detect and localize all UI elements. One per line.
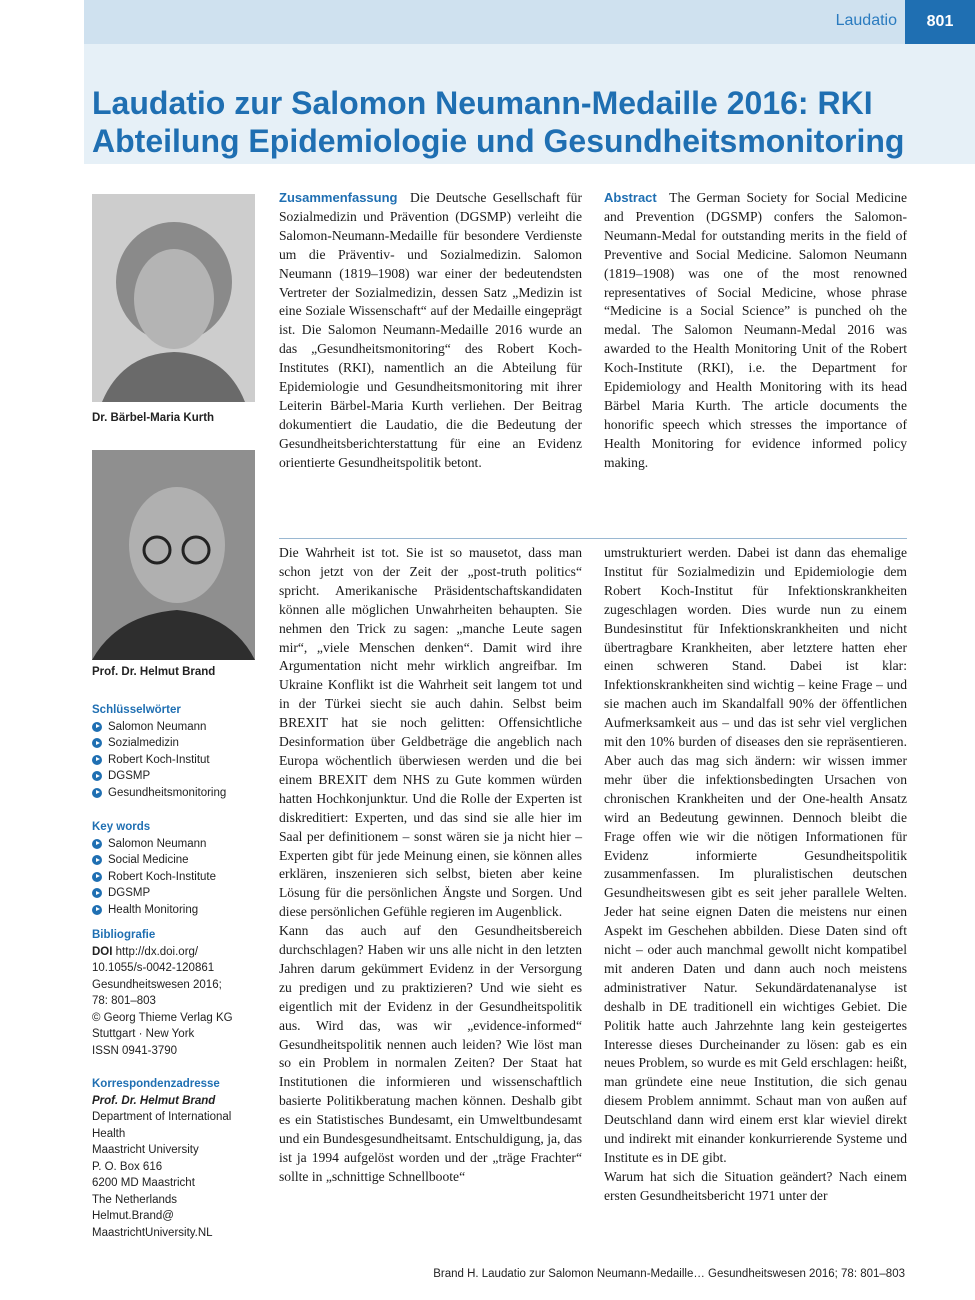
- address-line: Department of International: [92, 1111, 232, 1123]
- biblio-line: 78: 801–803: [92, 995, 156, 1007]
- photo-caption: Dr. Bärbel-Maria Kurth: [92, 412, 215, 424]
- keywords-de: [92, 702, 267, 801]
- keywords-en: [92, 819, 267, 918]
- portrait-photo-kurth: [92, 194, 255, 402]
- doi-link[interactable]: http://dx.doi.org/: [115, 945, 199, 958]
- email-link[interactable]: MaastrichtUniversity.NL: [92, 1226, 213, 1239]
- article-title: [92, 84, 952, 160]
- address-line: P. O. Box 616: [92, 1160, 163, 1173]
- keyword-item: DGSMP: [92, 768, 267, 785]
- keyword-item: Health Monitoring: [92, 902, 267, 919]
- doi-label: DOI: [92, 945, 113, 958]
- bullet-arrow-icon: [92, 888, 102, 898]
- body-column-2: [604, 544, 907, 1206]
- bullet-arrow-icon: [92, 722, 102, 732]
- bullet-arrow-icon: [92, 872, 102, 882]
- keyword-item: Robert Koch-Institut: [92, 752, 267, 769]
- biblio-line: © Georg Thieme Verlag KG: [92, 1011, 233, 1024]
- abstract-english: [604, 189, 907, 473]
- abstract-en-text: The German Society for Social Medicine and Prevention (DGSMP) confers the Salomon-Neumann-Medal for outstanding merits in the field of Preventive and Social Medicine. Salomon Neumann (1819–1908) was one of the most renowned representatives of Social Medicine, whose phrase “Medicine is a Social Science” is punched oh the medal. The Salomon Neumann-Medal 2016 was awarded to the Health Monitoring Unit of the Robert Koch-Institute (RKI), i.e. the Department for Epidemiology and Health Monitoring with its head Bärbel Maria Kurth. The article documents the honorific speech which stresses the importance of Health Monitoring for evidence informed policy making.: [604, 190, 907, 470]
- address-line: Health: [92, 1127, 126, 1140]
- abstract-de-text: Die Deutsche Gesellschaft für Sozialmedizin und Prävention (DGSMP) verleiht die Salomon-Neumann-Medaille für besondere Verdienste um die Präventiv- und Sozialmedizin. Salomon Neumann (1819–1908) war einer der bedeutendsten Vertreter der Sozialmedizin, dessen Satz „Medizin ist eine Soziale Wissenschaft“ auf der Medaille eingeprägt ist. Die Salomon Neumann-Medaille 2016 wurde an das „Gesundheitsmonitoring“ des Robert Koch-Institutes (RKI), namentlich an die Abteilung für Epidemiologie und Gesundheitsmonitoring mit ihrer Leiterin Bärbel-Maria Kurth verliehen. Der Beitrag dokumentiert die Laudatio, die die Bedeutung der Gesundheitsberichterstattung für eine an Evidenz orientierte Gesundheitspolitik betont.: [279, 190, 583, 470]
- abstract-de-heading: Zusammenfassung: [279, 190, 398, 205]
- section-label: Laudatio: [835, 12, 897, 29]
- keyword-item: Salomon Neumann: [92, 719, 267, 736]
- portrait-photo-brand: [92, 450, 255, 660]
- body-paragraph: Die Wahrheit ist tot. Sie ist so mausetot, dass man schon jetzt von der Zeit der „post-truth politics“ spricht. Amerikanische Präsidentschaftskandidaten können alle möglichen Unwahrheiten behaupten. Sie nehmen den Trick zu sagen: „manche Leute sagen mir“, „viele Menschen denken“. Damit wird ihre Argumentation nicht mehr wirklich angreifbar. Im Ukraine Konflikt ist die Wahrheit seit langem tot und in der Türkei siecht sie auch dahin. Selbst beim BREXIT hat sie noch gelitten: Offensichtliche Desinformation über Geldbeträge die angeblich nach Europa wöchentlich überwiesen werden und die bei einem BREXIT dem NHS zu Gute kommen würden hatten Hochkonjunktur. Und die Rolle der Experten ist diskreditiert: Experten, und das sind sie alle hier im Saal per definitionem – sonst wären sie ja nicht hier – Experten gibt für jede Meinung einen, sie können alles erklären, inszenieren sich selbst, bieten aber keine Lösung für die persönlichen Ängste und Sorgen. Und diese persönlichen Gefühle regieren im Augenblick.: [279, 545, 582, 920]
- bullet-arrow-icon: [92, 738, 102, 748]
- bullet-arrow-icon: [92, 755, 102, 765]
- photo-caption: Prof. Dr. Helmut Brand: [92, 666, 216, 678]
- keyword-item: Robert Koch-Institute: [92, 869, 267, 886]
- bibliography: [92, 927, 267, 1059]
- biblio-line: 10.1055/s-0042-120861: [92, 962, 215, 974]
- body-column-1: [279, 544, 582, 1187]
- bullet-arrow-icon: [92, 905, 102, 915]
- biblio-line: Gesundheitswesen 2016;: [92, 978, 222, 991]
- keyword-item: DGSMP: [92, 885, 267, 902]
- bullet-arrow-icon: [92, 855, 102, 865]
- keyword-item: Gesundheitsmonitoring: [92, 785, 267, 802]
- correspondence-heading: Korrespondenzadresse: [92, 1078, 220, 1090]
- bullet-arrow-icon: [92, 788, 102, 798]
- keyword-item: Social Medicine: [92, 852, 267, 869]
- bullet-arrow-icon: [92, 839, 102, 849]
- bibliography-heading: Bibliografie: [92, 929, 156, 941]
- correspondence-name: Prof. Dr. Helmut Brand: [92, 1094, 216, 1107]
- biblio-line: ISSN 0941-3790: [92, 1044, 178, 1057]
- abstract-en-heading: Abstract: [604, 190, 657, 205]
- title-line-2: Abteilung Epidemiologie und Gesundheitsmonitoring: [92, 123, 905, 159]
- keywords-en-heading: Key words: [92, 821, 151, 833]
- bullet-arrow-icon: [92, 771, 102, 781]
- page-footer: Brand H. Laudatio zur Salomon Neumann-Medaille… Gesundheitswesen 2016; 78: 801–803: [433, 1268, 905, 1280]
- biblio-line: Stuttgart · New York: [92, 1028, 195, 1040]
- body-paragraph: umstrukturiert werden. Dabei ist dann das ehemalige Institut für Sozialmedizin und Epidemiologie dem Robert Koch-Institut für Infektionskrankheiten zugeschlagen worden. Dies wurde nun zu einem Bundesinstitut für Infektionskrankheiten und nicht übertragbare Krankheiten, aber letztere hatten eher einen schweren Stand. Dabei ist klar: Infektionskrankheiten sind wichtig – keine Frage – und sie machen auch im Skandalfall 90% der öffentlichen Aufmerksamkeit aus – und das ist sehr viel verglichen mit den 10% burden of diseases den sie repräsentieren. Aber auch das mag sich ändern: wir wissen immer mehr über die infektionsbedingten Ursachen von chronischen Krankheiten und der One-health Ansatz wird an Bedeutung gewinnen. Dennoch bleibt die Frage offen wie wir die nötigen Informationen für Evidenz informierte Gesundheitspolitik zusammenfassen. Im pluralistischen deutschen Gesundheitswesen gibt es seit jeher parallele Welten. Jeder hat seine eignen Daten die meistens nur einen Aspekt im Geschehen abbilden. Diese Daten sind oft nicht – oder auch manchmal gewollt nicht kompatibel mit anderen Daten und dann auch noch meistens administrativer Natur. Sekundärdatenanalyse ist deshalb in DE traditionell ein wichtiges Gebiet. Die Politik hatte auch Jahrzehnte lang kein gesteigertes Interesse dieses Durcheinander zu lösen: gab es ein neues Problem, so wurde es mit Geld erschlagen: heißt, man gründete eine neue Institution, die sich genau diesem Problem annimmt. Schaut man von außen auf Deutschland dann wird einem erst klar wieviel direkt und indirekt mit einander konkurrierende Systeme und Institute es in DE gibt.: [604, 545, 907, 1165]
- address-line: Maastricht University: [92, 1144, 199, 1156]
- title-line-1: Laudatio zur Salomon Neumann-Medaille 2016: RKI: [92, 85, 873, 121]
- abstract-german: [279, 189, 582, 473]
- page-number: 801: [905, 0, 975, 44]
- email-link[interactable]: Helmut.Brand@: [92, 1210, 174, 1222]
- correspondence-address: [92, 1076, 267, 1241]
- keyword-item: Sozialmedizin: [92, 735, 267, 752]
- address-line: The Netherlands: [92, 1193, 178, 1206]
- keyword-item: Salomon Neumann: [92, 836, 267, 853]
- keywords-de-heading: Schlüsselwörter: [92, 704, 181, 716]
- address-line: 6200 MD Maastricht: [92, 1177, 195, 1189]
- body-paragraph: Kann das auch auf den Gesundheitsbereich durchschlagen? Haben wir uns alle nicht in den letzten Jahren darum gekümmert Evidenz in der Versorgung zu predigen und zu praktizieren? Und wie sieht es eigentlich mit der Evidenz in der Gesundheitspolitik aus. Wird das, was wir „evidence-informed“ Gesundheitspolitik nennen auch leiden? Wie löst man so ein Problem in normalen Zeiten? Der Staat hat Institutionen die informieren und wissenschaftlich basierte Politikberatung machen können. Deshalb gibt es ein Statistisches Bundesamt, ein Umweltbundesamt und ein Bundesgesundheitsamt. Entschuldigung, ja, das ist ja 1994 aufgelöst worden und der „träge Frachter“ sollte in „schnittige Schnellboote“: [279, 923, 582, 1184]
- divider: [279, 538, 907, 539]
- body-paragraph: Warum hat sich die Situation geändert? Nach einem ersten Gesundheitsbericht 1971 unter der: [604, 1168, 907, 1203]
